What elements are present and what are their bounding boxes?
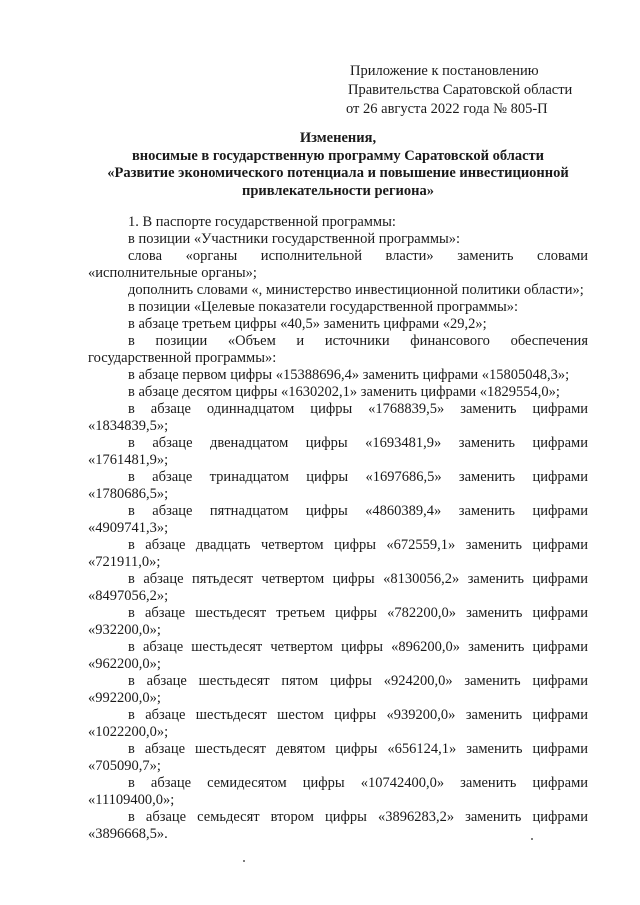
paragraph: в позиции «Объем и источники финансового обеспечения государственной программы»: [88, 333, 588, 366]
paragraph: в абзаце шестьдесят третьем цифры «782200,0» заменить цифрами «932200,0»; [88, 605, 588, 638]
paragraph: дополнить словами «, министерство инвестиционной политики области»; [128, 282, 584, 298]
heading-line: вносимые в государственную программу Саратовской области [131, 147, 545, 164]
approval-line: Правительства Саратовской области [348, 82, 573, 98]
paragraph: в абзаце десятом цифры «1630202,1» заменить цифрами «1829554,0»; [128, 384, 560, 400]
approval-line: Приложение к постановлению [350, 63, 539, 79]
paragraph: в абзаце пятьдесят четвертом цифры «8130056,2» заменить цифрами «8497056,2»; [88, 571, 588, 604]
paragraph: в абзаце двадцать четвертом цифры «672559,1» заменить цифрами «721911,0»; [88, 537, 588, 570]
paragraph: в абзаце шестьдесят шестом цифры «939200,0» заменить цифрами «1022200,0»; [88, 707, 588, 740]
approval-block [348, 62, 572, 119]
scan-speck [531, 838, 533, 840]
paragraph: в абзаце семьдесят втором цифры «3896283,2» заменить цифрами «3896668,5». [88, 809, 588, 842]
paragraph: в абзаце шестьдесят пятом цифры «924200,0» заменить цифрами «992200,0»; [88, 673, 588, 706]
paragraph: в абзаце шестьдесят девятом цифры «656124,1» заменить цифрами «705090,7»; [88, 741, 588, 774]
paragraph: в абзаце двенадцатом цифры «1693481,9» заменить цифрами «1761481,9»; [88, 435, 588, 468]
document-heading [88, 130, 588, 200]
paragraph: слова «органы исполнительной власти» заменить словами «исполнительные органы»; [88, 248, 588, 281]
heading-line: привлекательности региона» [241, 182, 435, 199]
paragraph: в абзаце одиннадцатом цифры «1768839,5» заменить цифрами «1834839,5»; [88, 401, 588, 434]
paragraph: 1. В паспорте государственной программы: [128, 214, 396, 230]
paragraph: в абзаце семидесятом цифры «10742400,0» заменить цифрами «11109400,0»; [88, 775, 588, 808]
paragraph: в позиции «Целевые показатели государственной программы»: [128, 299, 519, 315]
scan-speck [243, 860, 245, 862]
approval-line: от 26 августа 2022 года № 805-П [346, 101, 548, 117]
heading-line: Изменения, [299, 130, 377, 146]
paragraph: в абзаце третьем цифры «40,5» заменить цифрами «29,2»; [128, 316, 487, 332]
paragraph: в абзаце первом цифры «15388696,4» заменить цифрами «15805048,3»; [128, 367, 570, 383]
paragraph: в позиции «Участники государственной программы»: [128, 231, 461, 247]
paragraph: в абзаце тринадцатом цифры «1697686,5» заменить цифрами «1780686,5»; [88, 469, 588, 502]
paragraph: в абзаце шестьдесят четвертом цифры «896200,0» заменить цифрами «962200,0»; [88, 639, 588, 672]
document-body [88, 214, 588, 843]
heading-line: «Развитие экономического потенциала и повышение инвестиционной [107, 165, 569, 181]
paragraph: в абзаце пятнадцатом цифры «4860389,4» заменить цифрами «4909741,3»; [88, 503, 588, 536]
